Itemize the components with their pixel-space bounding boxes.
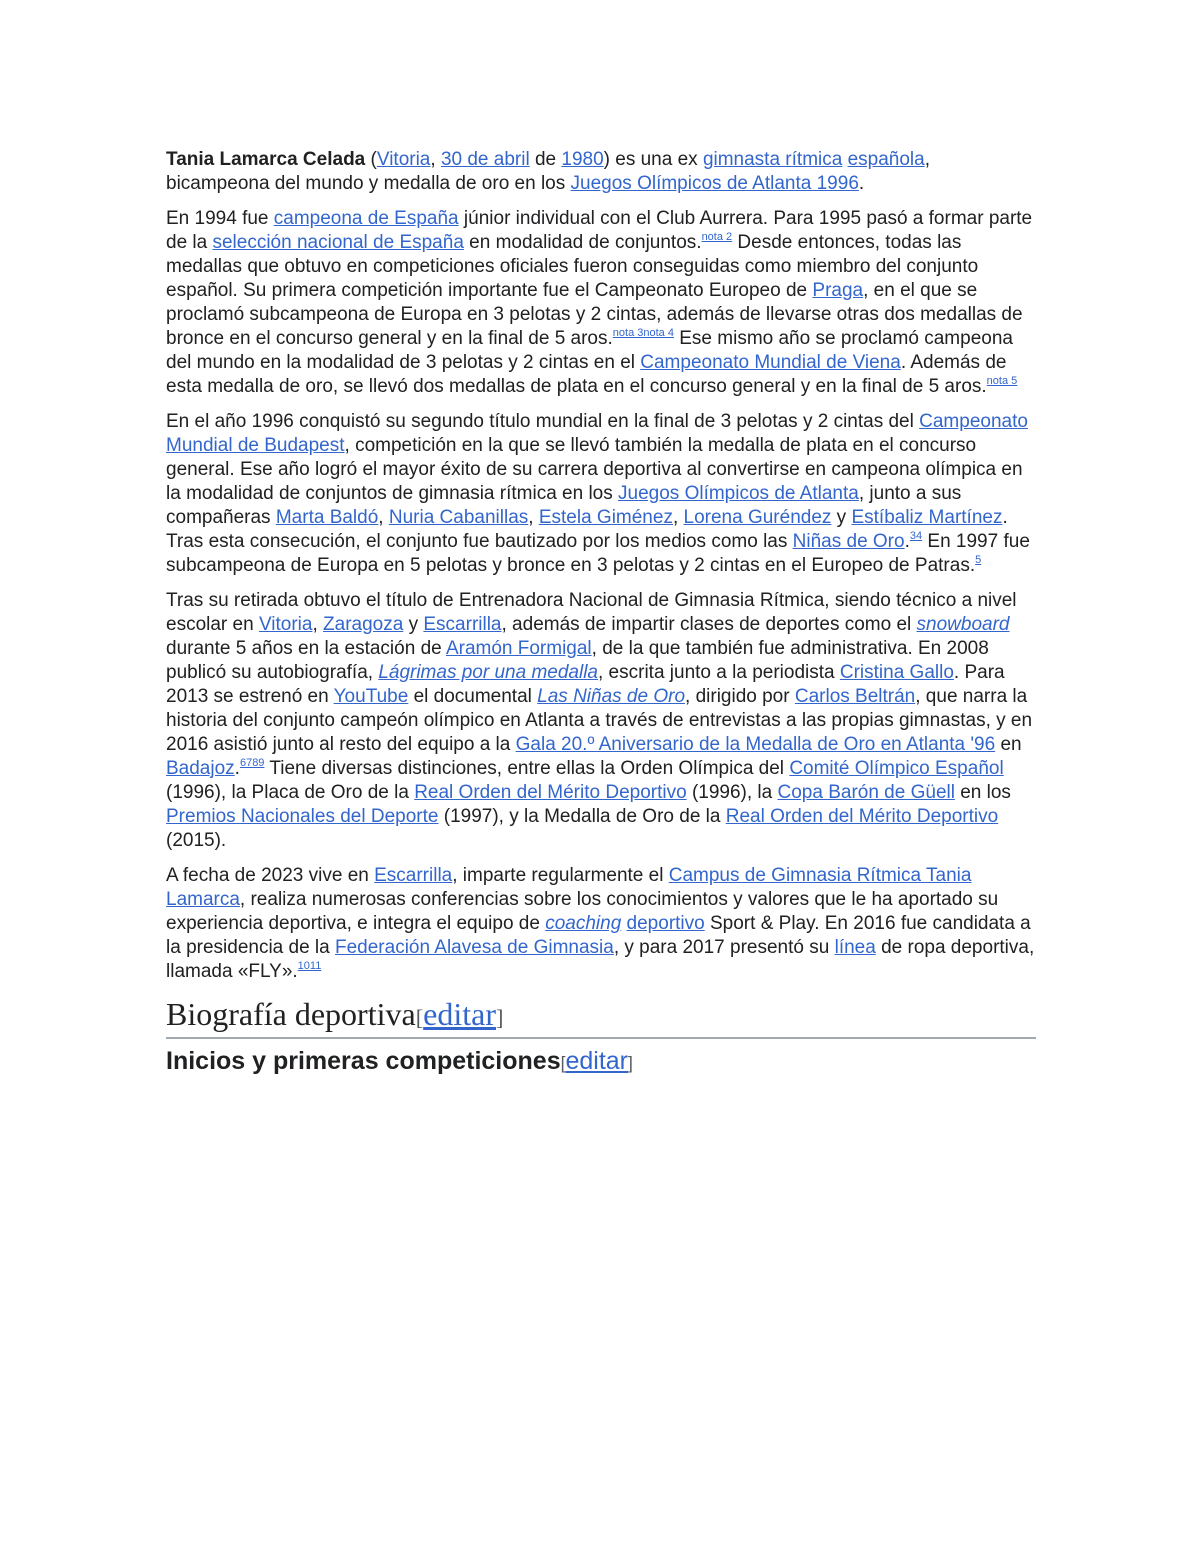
text: (2015). bbox=[166, 830, 227, 851]
link-vitoria[interactable]: Vitoria bbox=[258, 614, 313, 635]
link-estibaliz-martinez[interactable]: Estíbaliz Martínez bbox=[851, 507, 1003, 528]
link-vitoria[interactable]: Vitoria bbox=[376, 149, 431, 170]
text: . bbox=[858, 173, 865, 194]
text: , en el que se proclamó subcampeona de Europa en 3 pelotas y 2 cintas, además de llevarse otras dos medallas de bronce en el concurso general y en la final de 5 aros. bbox=[166, 280, 1023, 349]
link-campeonato-mundial-budapest[interactable]: Campeonato Mundial de Budapest bbox=[166, 411, 1028, 456]
link-carlos-beltran[interactable]: Carlos Beltrán bbox=[794, 686, 916, 707]
text: Tras su retirada obtuvo el título de Entrenadora Nacional de Gimnasia Rítmica, siendo técnico a nivel escolar en bbox=[166, 590, 1017, 635]
link-seleccion-nacional[interactable]: selección nacional de España bbox=[212, 232, 464, 253]
link-gala-aniversario[interactable]: Gala 20.º Aniversario de la Medalla de Oro en Atlanta '96 bbox=[515, 734, 996, 755]
text: . Tras esta consecución, el conjunto fue bautizado por los medios como las bbox=[166, 507, 1008, 552]
text: A fecha de 2023 vive en bbox=[166, 865, 375, 886]
link-juegos-olimpicos-atlanta[interactable]: Juegos Olímpicos de Atlanta bbox=[618, 483, 859, 504]
footnote-nota-5[interactable]: nota 5 bbox=[986, 375, 1018, 387]
link-aramon-formigal[interactable]: Aramón Formigal bbox=[445, 638, 592, 659]
text: Ese mismo año se proclamó campeona del mundo en la modalidad de 3 pelotas y 2 cintas en el bbox=[166, 328, 1013, 373]
text: , realiza numerosas conferencias sobre los conocimientos y valores que le ha aportado su experiencia deportiva, e integra el equipo de bbox=[166, 889, 999, 934]
text: En 1994 fue bbox=[166, 208, 274, 229]
paragraph-intro bbox=[166, 148, 1036, 196]
paragraph-early-career bbox=[166, 207, 1036, 399]
footnote-6789[interactable]: 6789 bbox=[239, 757, 265, 769]
text: , bbox=[430, 149, 441, 170]
text: , además de impartir clases de deportes como el bbox=[501, 614, 917, 635]
text: , bicampeona del mundo y medalla de oro en los bbox=[166, 149, 930, 194]
text: ( bbox=[365, 149, 377, 170]
footnote-5[interactable]: 5 bbox=[975, 554, 982, 566]
link-escarrilla[interactable]: Escarrilla bbox=[423, 614, 502, 635]
text: Desde entonces, todas las medallas que obtuvo en competiciones oficiales fueron conseguidas como miembro del conjunto español. Su primera competición importante fue el Campeonato Europeo de bbox=[166, 232, 979, 301]
link-campeonato-mundial-viena[interactable]: Campeonato Mundial de Viena bbox=[640, 352, 901, 373]
paragraph-retirement bbox=[166, 589, 1036, 853]
text: En 1997 fue subcampeona de Europa en 5 pelotas y bronce en 3 pelotas y 2 cintas en el Europeo de Patras. bbox=[166, 531, 1030, 576]
text: ) es una ex bbox=[603, 149, 703, 170]
text: , bbox=[378, 507, 389, 528]
link-cristina-gallo[interactable]: Cristina Gallo bbox=[839, 662, 954, 683]
text: , dirigido por bbox=[685, 686, 795, 707]
text: , que narra la historia del conjunto campeón olímpico en Atlanta a través de entrevistas a las propias gimnastas, y en 2016 asistió junto al resto del equipo a la bbox=[166, 686, 1033, 755]
link-comite-olimpico-espanol[interactable]: Comité Olímpico Español bbox=[789, 758, 1004, 779]
link-federacion-alavesa[interactable]: Federación Alavesa de Gimnasia bbox=[335, 937, 614, 958]
text: , y para 2017 presentó su bbox=[613, 937, 835, 958]
link-real-orden-merito-deportivo[interactable]: Real Orden del Mérito Deportivo bbox=[725, 806, 999, 827]
link-las-ninas-de-oro[interactable]: Las Niñas de Oro bbox=[537, 686, 686, 707]
text: en bbox=[995, 734, 1022, 755]
link-30-de-abril[interactable]: 30 de abril bbox=[440, 149, 530, 170]
footnote-34[interactable]: 34 bbox=[909, 530, 923, 542]
link-campus-gimnasia[interactable]: Campus de Gimnasia Rítmica Tania Lamarca bbox=[166, 865, 972, 910]
article-subject-name: Tania Lamarca Celada bbox=[166, 149, 366, 170]
subsection-heading-inicios bbox=[166, 1045, 1036, 1079]
text: y bbox=[403, 614, 424, 635]
section-title: Biografía deportiva bbox=[166, 996, 416, 1032]
link-snowboard[interactable]: snowboard bbox=[916, 614, 1010, 635]
link-linea[interactable]: línea bbox=[834, 937, 876, 958]
section-heading-biografia-deportiva bbox=[166, 995, 1036, 1039]
footnote-nota-2[interactable]: nota 2 bbox=[701, 231, 733, 243]
edit-section-link[interactable]: editar bbox=[423, 996, 496, 1032]
link-badajoz[interactable]: Badajoz bbox=[166, 758, 235, 779]
edit-bracket-close: ] bbox=[496, 1005, 504, 1030]
text: , bbox=[528, 507, 539, 528]
link-juegos-olimpicos-atlanta-1996[interactable]: Juegos Olímpicos de Atlanta 1996 bbox=[570, 173, 859, 194]
link-real-orden-merito-deportivo[interactable]: Real Orden del Mérito Deportivo bbox=[414, 782, 687, 803]
text: , de la que también fue administrativa. En 2008 publicó su autobiografía, bbox=[166, 638, 989, 683]
link-ninas-de-oro[interactable]: Niñas de Oro bbox=[792, 531, 905, 552]
edit-bracket-open: [ bbox=[415, 1005, 424, 1030]
footnote-ref bbox=[613, 327, 674, 339]
footnote-ref bbox=[702, 231, 733, 243]
link-coaching[interactable]: coaching bbox=[545, 913, 622, 934]
text: de bbox=[529, 149, 562, 170]
link-premios-nacionales-deporte[interactable]: Premios Nacionales del Deporte bbox=[166, 806, 439, 827]
edit-bracket-open: [ bbox=[560, 1053, 566, 1073]
text: , bbox=[672, 507, 684, 528]
text: . bbox=[904, 531, 910, 552]
link-zaragoza[interactable]: Zaragoza bbox=[323, 614, 404, 635]
link-espanola[interactable]: española bbox=[847, 149, 925, 170]
link-gimnasta-ritmica[interactable]: gimnasta rítmica bbox=[702, 149, 843, 170]
edit-bracket-close: ] bbox=[628, 1053, 633, 1073]
footnote-nota-3[interactable]: nota 3 bbox=[612, 327, 644, 339]
link-youtube[interactable]: YouTube bbox=[333, 686, 409, 707]
text: , bbox=[312, 614, 324, 635]
link-lorena-gurendez[interactable]: Lorena Guréndez bbox=[683, 507, 832, 528]
text: , competición en la que se llevó también la medalla de plata en el concurso general. Ese año logró el mayor éxito de su carrera deportiva al convertirse en campeona olímpica en la modalidad de conjuntos de gimnasia rítmica en los bbox=[166, 435, 1023, 504]
text: , junto a sus compañeras bbox=[166, 483, 962, 528]
text: júnior individual con el Club Aurrera. Para 1995 pasó a formar parte de la bbox=[166, 208, 1033, 253]
text: el documental bbox=[408, 686, 538, 707]
link-praga[interactable]: Praga bbox=[812, 280, 864, 301]
link-lagrimas-por-una-medalla[interactable]: Lágrimas por una medalla bbox=[378, 662, 598, 683]
link-escarrilla[interactable]: Escarrilla bbox=[374, 865, 453, 886]
link-nuria-cabanillas[interactable]: Nuria Cabanillas bbox=[388, 507, 529, 528]
text: Sport & Play. En 2016 fue candidata a la presidencia de la bbox=[166, 913, 1031, 958]
link-campeona-de-espana[interactable]: campeona de España bbox=[273, 208, 459, 229]
text: , escrita junto a la periodista bbox=[598, 662, 840, 683]
link-marta-baldo[interactable]: Marta Baldó bbox=[275, 507, 379, 528]
text: en modalidad de conjuntos. bbox=[463, 232, 702, 253]
footnote-nota-4[interactable]: nota 4 bbox=[643, 327, 674, 339]
text: (1996), la bbox=[686, 782, 778, 803]
text: en los bbox=[954, 782, 1011, 803]
text: durante 5 años en la estación de bbox=[166, 638, 446, 659]
footnote-ref bbox=[240, 757, 264, 769]
text: y bbox=[831, 507, 852, 528]
link-1980[interactable]: 1980 bbox=[561, 149, 604, 170]
footnote-1011[interactable]: 1011 bbox=[297, 960, 322, 972]
link-deportivo[interactable]: deportivo bbox=[626, 913, 705, 934]
footnote-ref bbox=[975, 554, 981, 566]
paragraph-present bbox=[166, 864, 1036, 984]
footnote-ref bbox=[987, 375, 1018, 387]
text: de ropa deportiva, llamada «FLY». bbox=[166, 937, 1035, 982]
link-estela-gimenez[interactable]: Estela Giménez bbox=[538, 507, 673, 528]
paragraph-olympics bbox=[166, 410, 1036, 578]
link-copa-baron-de-guell[interactable]: Copa Barón de Güell bbox=[777, 782, 955, 803]
text: . Además de esta medalla de oro, se llevó dos medallas de plata en el concurso general y en la final de 5 aros. bbox=[166, 352, 1007, 397]
text: . bbox=[234, 758, 240, 779]
text: Tiene diversas distinciones, entre ellas la Orden Olímpica del bbox=[264, 758, 790, 779]
footnote-ref bbox=[910, 530, 922, 542]
text: (1997), y la Medalla de Oro de la bbox=[438, 806, 726, 827]
text: En el año 1996 conquistó su segundo título mundial en la final de 3 pelotas y 2 cintas del bbox=[166, 411, 920, 432]
text: (1996), la Placa de Oro de la bbox=[166, 782, 415, 803]
text: . Para 2013 se estrenó en bbox=[166, 662, 1005, 707]
subsection-title: Inicios y primeras competiciones bbox=[166, 1047, 561, 1075]
edit-subsection-link[interactable]: editar bbox=[565, 1047, 629, 1075]
text: , imparte regularmente el bbox=[452, 865, 669, 886]
article-body bbox=[166, 148, 1036, 1079]
footnote-ref bbox=[298, 960, 322, 972]
